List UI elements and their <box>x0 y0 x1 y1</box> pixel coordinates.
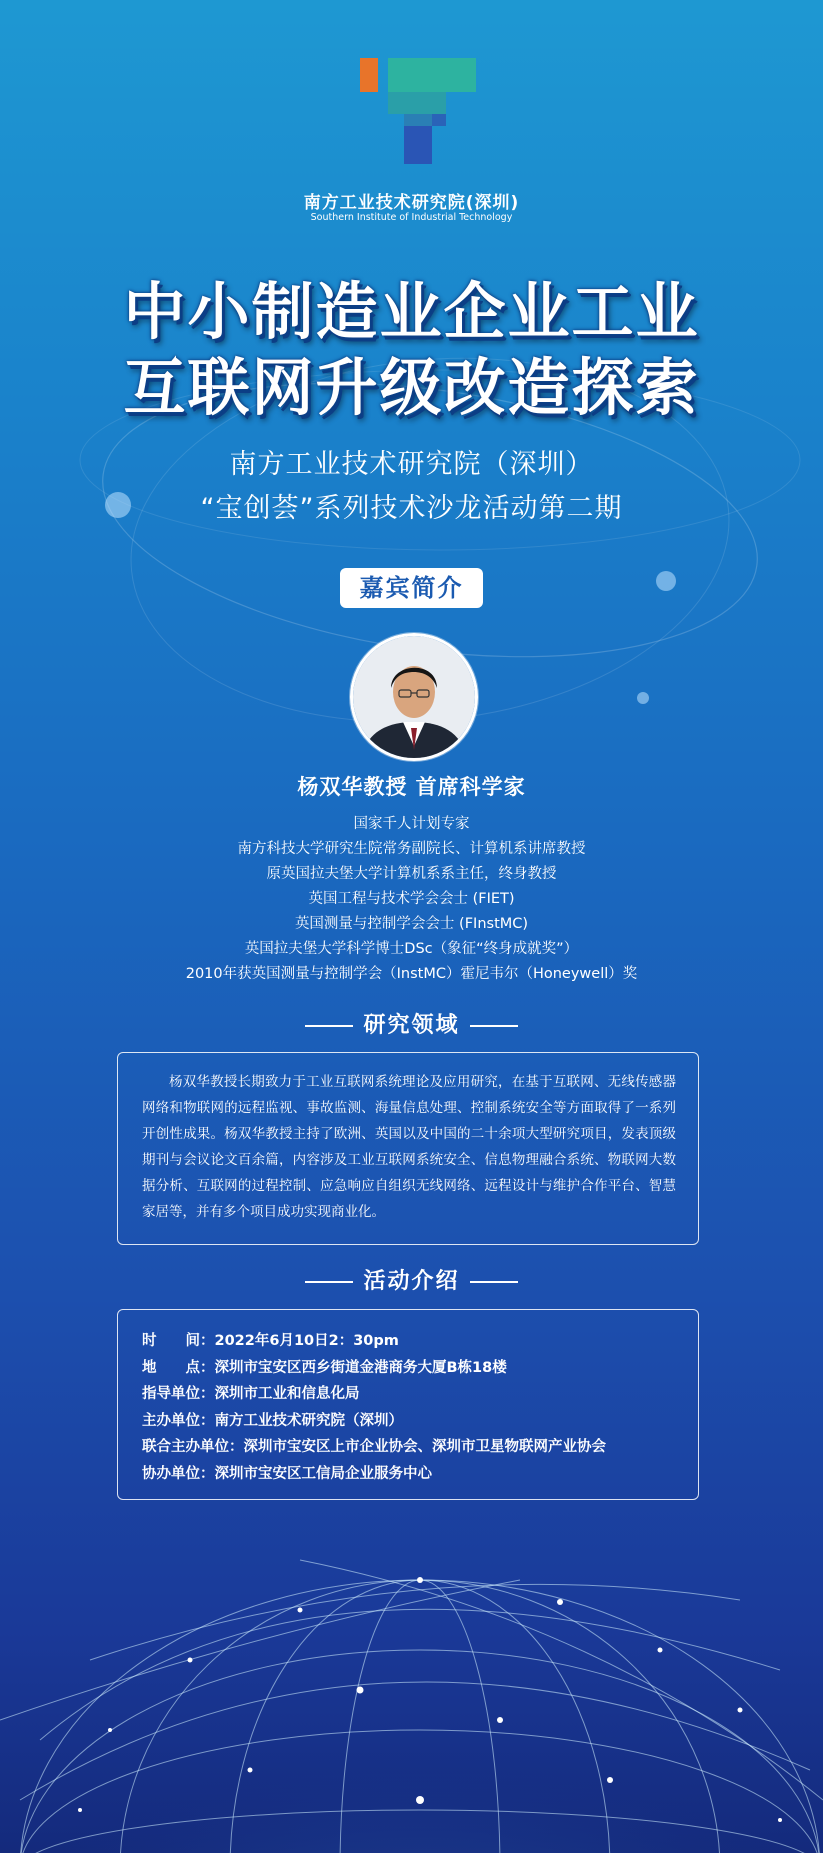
institute-name-en: Southern Institute of Industrial Technology <box>310 212 513 223</box>
info-row-cohost <box>142 1434 676 1461</box>
institute-logo-icon <box>360 58 485 168</box>
divider <box>470 1281 518 1283</box>
credential-item: 英国工程与技术学会会士 (FIET) <box>308 891 515 907</box>
guest-section-label: 嘉宾简介 <box>340 568 483 608</box>
info-label: 时 间： <box>142 1333 215 1349</box>
info-label: 地 点： <box>142 1359 215 1376</box>
credential-item: 原英国拉夫堡大学计算机系系主任，终身教授 <box>266 866 557 882</box>
research-text: 杨双华教授长期致力于工业互联网系统理论及应用研究，在基于互联网、无线传感器网络和物联网的远程监视、事故监测、海量信息处理、控制系统安全等方面取得了一系列开创性成果。杨双华教授主持了欧洲、英国以及中国的二十余项大型研究项目，发表顶级期刊与会议论文百余篇，内容涉及工业互联网系统安全、信息物理融合系统、物联网大数据分析、互联网的过程控制、应急响应自组织无线网络、远程设计与维护合作平台、智慧家居等，并有多个项目成功实现商业化。 <box>142 1074 676 1220</box>
info-value: 深圳市工业和信息化局 <box>214 1386 360 1402</box>
network-globe-icon <box>0 1540 823 1853</box>
credential-item: 南方科技大学研究生院常务副院长、计算机系讲席教授 <box>237 841 586 857</box>
info-row-time <box>142 1328 676 1355</box>
research-heading <box>0 1008 823 1039</box>
credential-item: 英国测量与控制学会会士 (FInstMC) <box>294 916 529 932</box>
main-title-line-2: 互联网升级改造探索 <box>123 351 700 424</box>
research-heading-text: 研究领域 <box>363 1013 460 1038</box>
guest-name: 杨双华教授 首席科学家 <box>297 775 526 799</box>
info-label: 联合主办单位： <box>142 1439 244 1455</box>
divider <box>470 1025 518 1027</box>
credential-item: 英国拉夫堡大学科学博士DSc（象征“终身成就奖”） <box>244 941 579 957</box>
speaker-portrait-icon <box>350 633 478 761</box>
credential-item: 2010年获英国测量与控制学会（InstMC）霍尼韦尔（Honeywell）奖 <box>185 966 638 982</box>
main-title-line-1: 中小制造业企业工业 <box>123 275 700 348</box>
info-row-assist <box>142 1461 676 1488</box>
guest-credentials <box>0 812 823 987</box>
activity-box <box>117 1309 699 1500</box>
info-value: 深圳市宝安区上市企业协会、深圳市卫星物联网产业协会 <box>243 1439 606 1455</box>
subtitle-line-2: “宝创荟”系列技术沙龙活动第二期 <box>200 493 623 524</box>
info-label: 协办单位： <box>142 1465 215 1482</box>
activity-heading-text: 活动介绍 <box>363 1269 460 1294</box>
divider <box>305 1025 353 1027</box>
info-value: 深圳市宝安区西乡街道金港商务大厦B栋18楼 <box>214 1359 507 1376</box>
research-box <box>117 1052 699 1245</box>
info-row-guidance <box>142 1381 676 1408</box>
divider <box>305 1281 353 1283</box>
info-value: 南方工业技术研究院（深圳） <box>214 1412 403 1429</box>
info-row-location <box>142 1355 676 1382</box>
subtitle-line-1: 南方工业技术研究院（深圳） <box>229 449 594 480</box>
activity-heading <box>0 1264 823 1295</box>
info-row-host <box>142 1408 676 1435</box>
credential-item: 国家千人计划专家 <box>353 816 470 832</box>
info-value: 深圳市宝安区工信局企业服务中心 <box>214 1465 432 1482</box>
institute-name-cn: 南方工业技术研究院(深圳) <box>303 193 520 213</box>
info-label: 指导单位： <box>142 1386 215 1402</box>
info-label: 主办单位： <box>142 1412 215 1429</box>
info-value: 2022年6月10日2：30pm <box>214 1333 399 1349</box>
